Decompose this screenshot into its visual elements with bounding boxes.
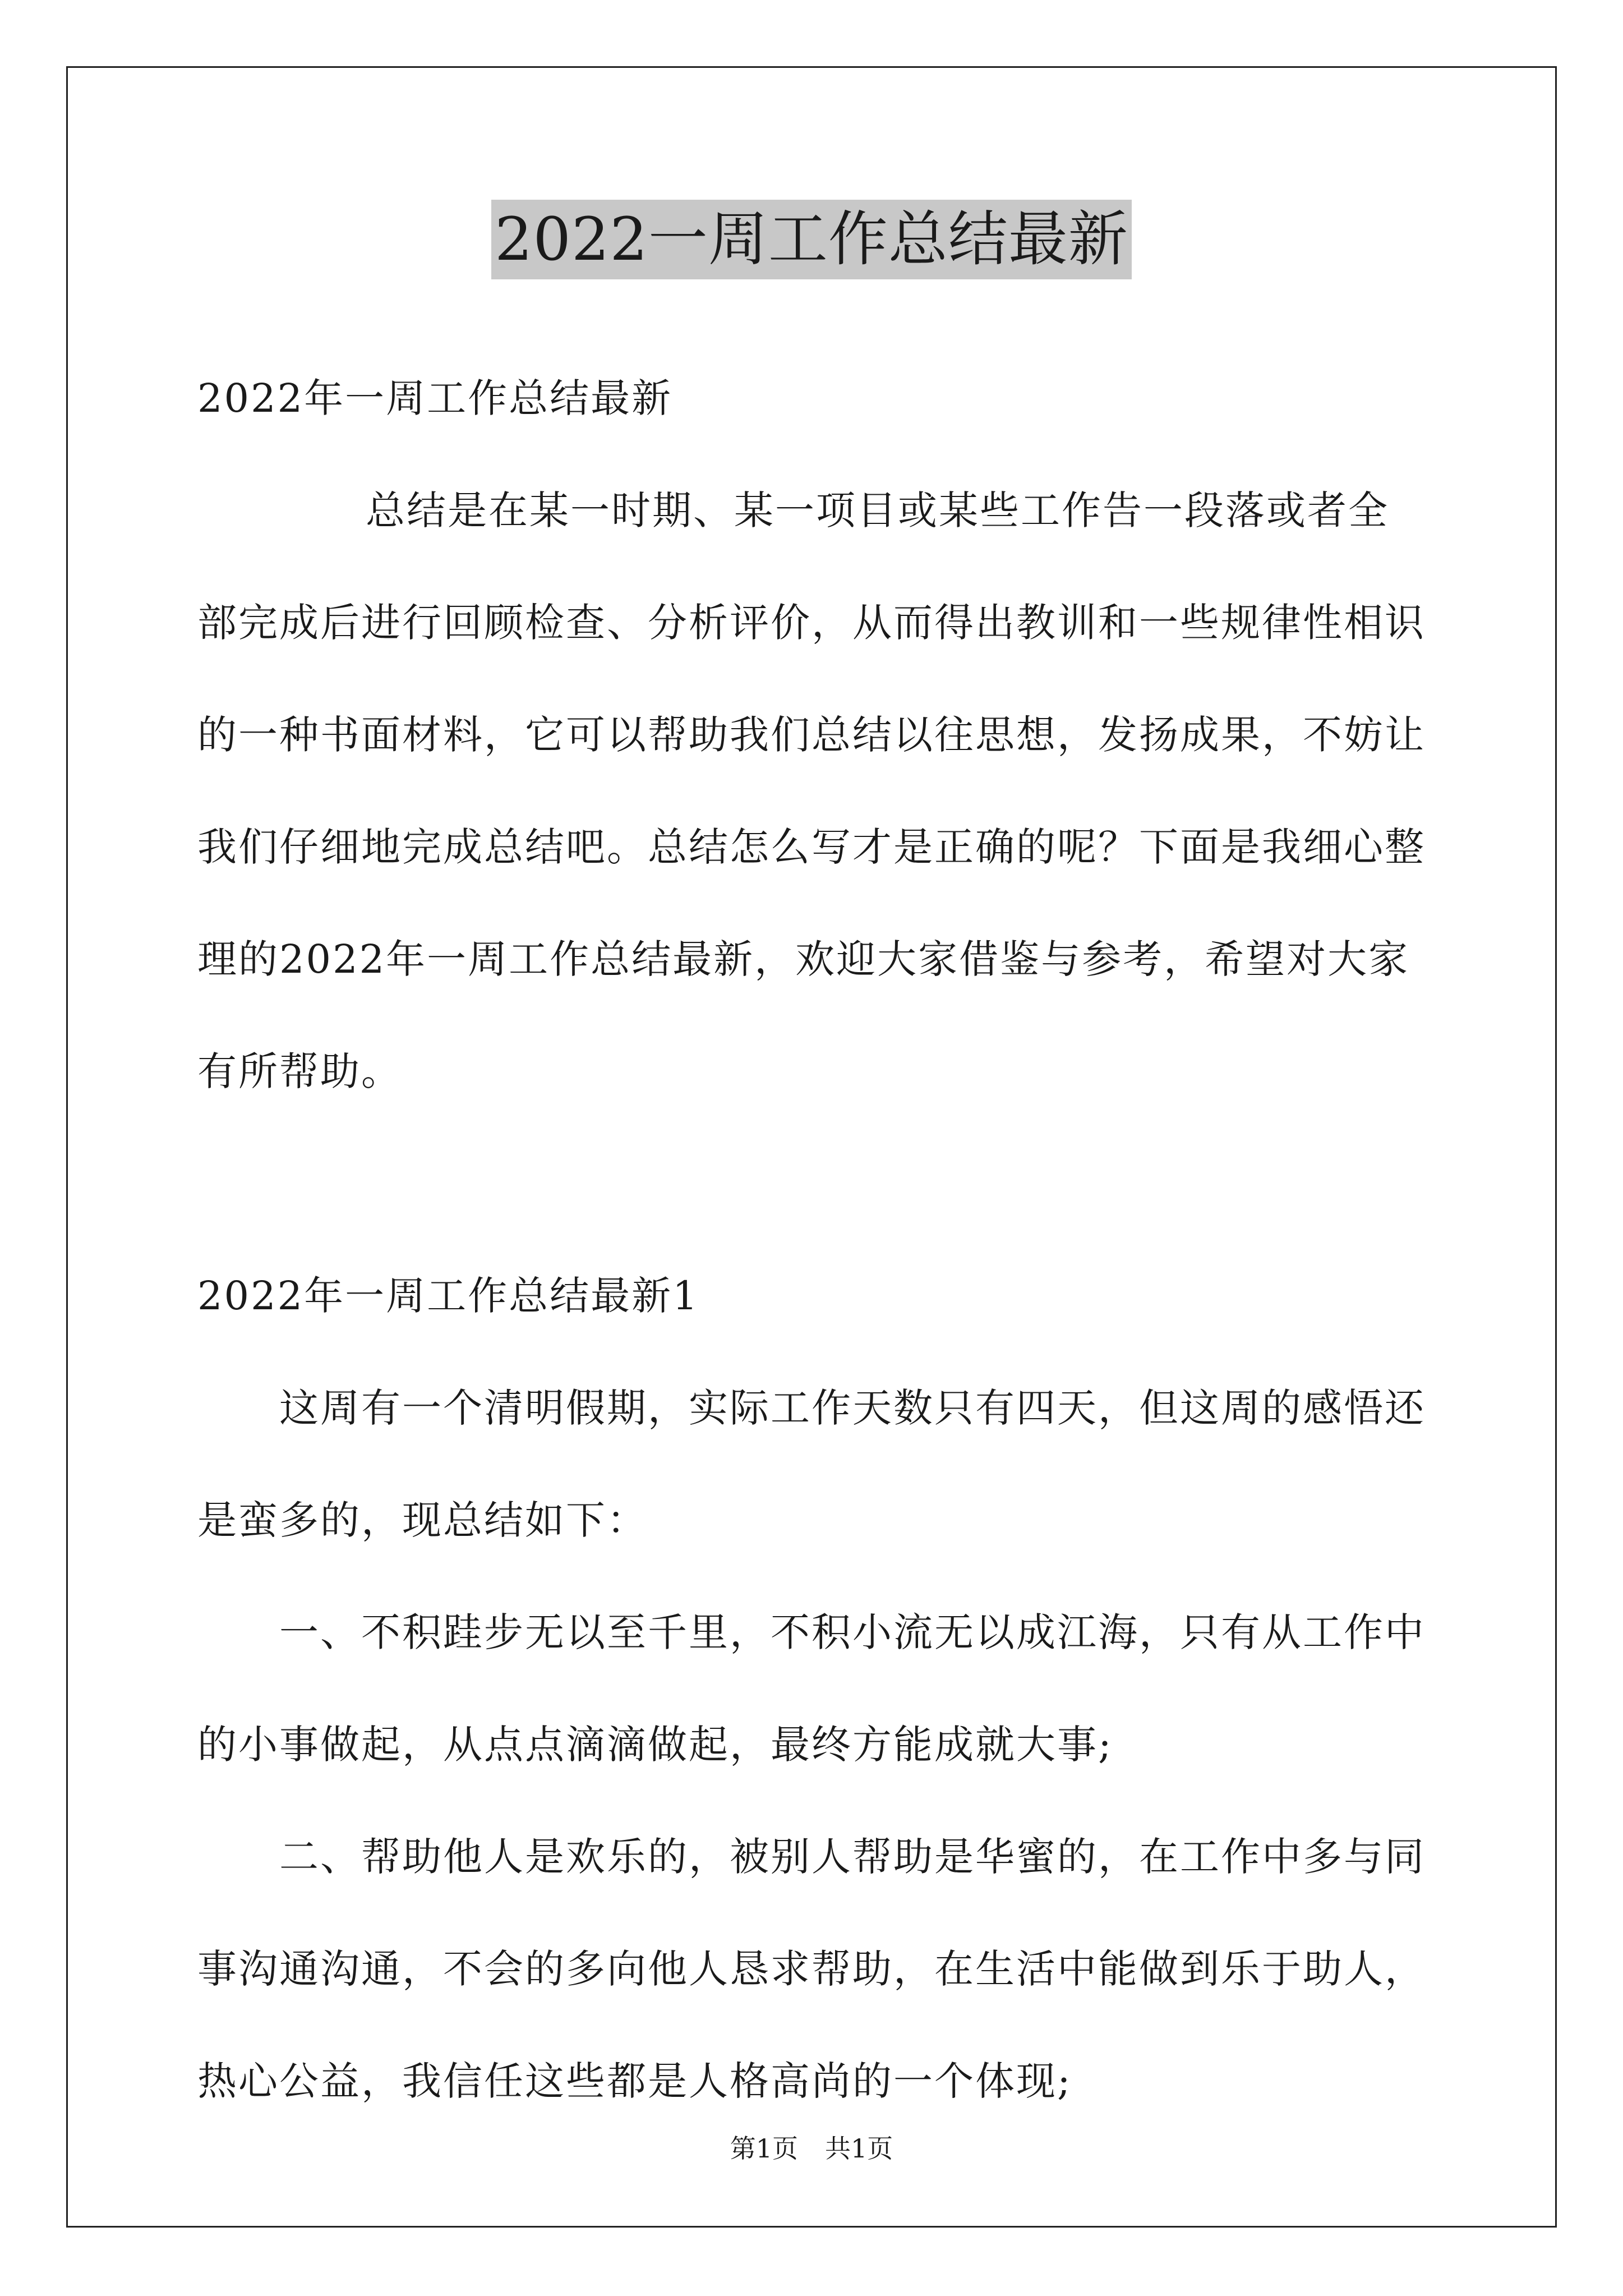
body-paragraph: 一、不积跬步无以至千里，不积小流无以成江海，只有从工作中的小事做起，从点点滴滴做起，最终方能成就大事; xyxy=(197,1609,1426,1768)
document-title: 2022一周工作总结最新 xyxy=(491,200,1132,279)
page-footer xyxy=(0,2132,1623,2165)
body-paragraph: 这周有一个清明假期，实际工作天数只有四天，但这周的感悟还是蛮多的，现总结如下： xyxy=(197,1385,1426,1543)
document-body xyxy=(197,342,1426,2137)
document-subtitle: 2022年一周工作总结最新 xyxy=(197,375,673,421)
intro-paragraph: 总结是在某一时期、某一项目或某些工作告一段落或者全部完成后进行回顾检查、分析评价，从而得出教训和一些规律性相识的一种书面材料，它可以帮助我们总结以往思想，发扬成果，不妨让我们仔细地完成总结吧。总结怎么写才是正确的呢？下面是我细心整理的2022年一周工作总结最新，欢迎大家借鉴与参考，希望对大家有所帮助。 xyxy=(197,487,1426,1094)
section-heading: 2022年一周工作总结最新1 xyxy=(197,1273,699,1319)
page-count: 共1页 xyxy=(825,2133,893,2164)
section-spacer xyxy=(197,1128,1426,1240)
title-container xyxy=(0,200,1623,279)
page-number: 第1页 xyxy=(730,2133,798,2164)
body-paragraph: 二、帮助他人是欢乐的，被别人帮助是华蜜的，在工作中多与同事沟通沟通，不会的多向他人恳求帮助，在生活中能做到乐于助人，热心公益，我信任这些都是人格高尚的一个体现; xyxy=(197,1834,1426,2104)
